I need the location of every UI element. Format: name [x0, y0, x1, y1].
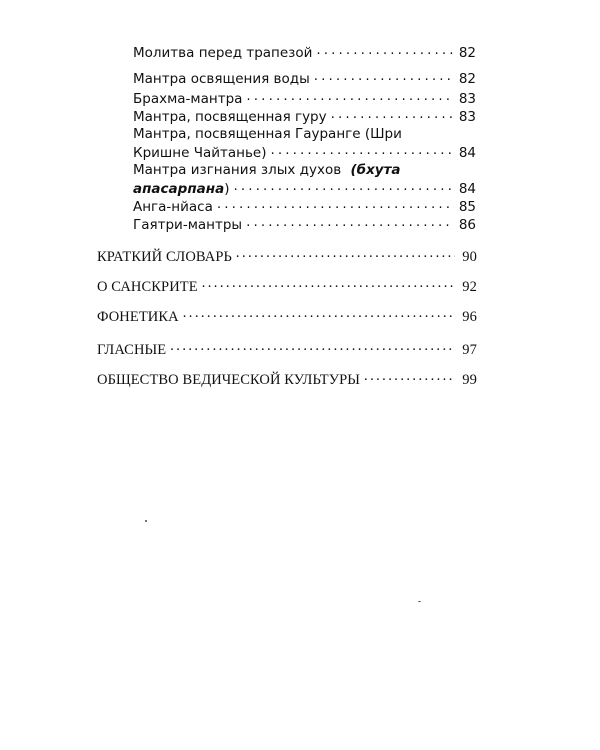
dot-leader [246, 89, 454, 103]
toc-entry-label-emphasis: (бхута [350, 162, 401, 178]
toc-entry-page: 82 [458, 44, 476, 61]
dot-leader [271, 143, 455, 157]
dot-leader [183, 306, 455, 321]
dot-leader [236, 246, 455, 261]
toc-entry-label: Мантра, посвященная гуру [133, 108, 327, 125]
toc-section [97, 306, 477, 326]
toc-entry [133, 143, 476, 162]
dot-leader [314, 69, 454, 83]
toc-section-page: 90 [462, 248, 477, 265]
toc-entry-page: 84 [458, 180, 476, 197]
toc-entry-page: 82 [458, 70, 476, 87]
toc-entry [133, 107, 476, 126]
toc-section [97, 246, 477, 266]
toc-section-page: 96 [462, 308, 477, 325]
toc-entry-label-tail: ) [224, 180, 230, 197]
toc-entry-page: 83 [458, 108, 476, 125]
toc-entry [133, 69, 476, 88]
toc-entry-label-line2: Кришне Чайтанье) [133, 144, 267, 161]
toc-entry-label: Молитва перед трапезой [133, 44, 313, 61]
toc-entry-label-line1: Мантра, посвященная Гауранге (Шри [133, 126, 402, 142]
toc-section-label: ФОНЕТИКА [97, 308, 179, 325]
toc-entry-label-emphasis: апасарпана [133, 180, 225, 197]
toc-entry-page: 84 [458, 144, 476, 161]
toc-entry [133, 179, 476, 198]
toc-section [97, 369, 477, 389]
toc-entry-label-text: Мантра изгнания злых духов [133, 162, 342, 178]
toc-section-page: 99 [462, 371, 477, 388]
dot-leader [331, 107, 454, 121]
toc-entry-label-line1 [133, 161, 401, 179]
toc-entry-label: Гаятри-мантры [133, 216, 243, 233]
toc-entry [133, 43, 476, 62]
dot-leader [233, 179, 454, 193]
toc-entry [133, 197, 476, 216]
dot-leader [246, 215, 454, 229]
toc-entry-label: Брахма-мантра [133, 90, 243, 107]
dot-leader [316, 43, 454, 57]
toc-entry-page: 86 [458, 216, 476, 233]
toc-section [97, 276, 477, 296]
scan-speck [145, 520, 147, 522]
toc-section-label: ГЛАСНЫЕ [97, 341, 167, 358]
toc-entry-page: 85 [458, 198, 476, 215]
toc-entry [133, 215, 476, 234]
toc-entry-label: Анга-нйаса [133, 198, 213, 215]
toc-section-page: 92 [462, 278, 477, 295]
toc-section [97, 339, 477, 359]
dot-leader [170, 339, 455, 354]
dot-leader [217, 197, 454, 211]
dot-leader [202, 276, 455, 291]
toc-entry-page: 83 [458, 90, 476, 107]
toc-section-label: О САНСКРИТЕ [97, 278, 198, 295]
scan-speck [418, 601, 421, 602]
dot-leader [364, 369, 455, 384]
toc-section-page: 97 [462, 341, 477, 358]
toc-entry-label-line2 [133, 180, 229, 198]
toc-section-label: ОБЩЕСТВО ВЕДИЧЕСКОЙ КУЛЬТУРЫ [97, 371, 361, 388]
toc-entry [133, 89, 476, 108]
toc-section-label: КРАТКИЙ СЛОВАРЬ [97, 248, 232, 265]
toc-entry-label: Мантра освящения воды [133, 70, 310, 87]
